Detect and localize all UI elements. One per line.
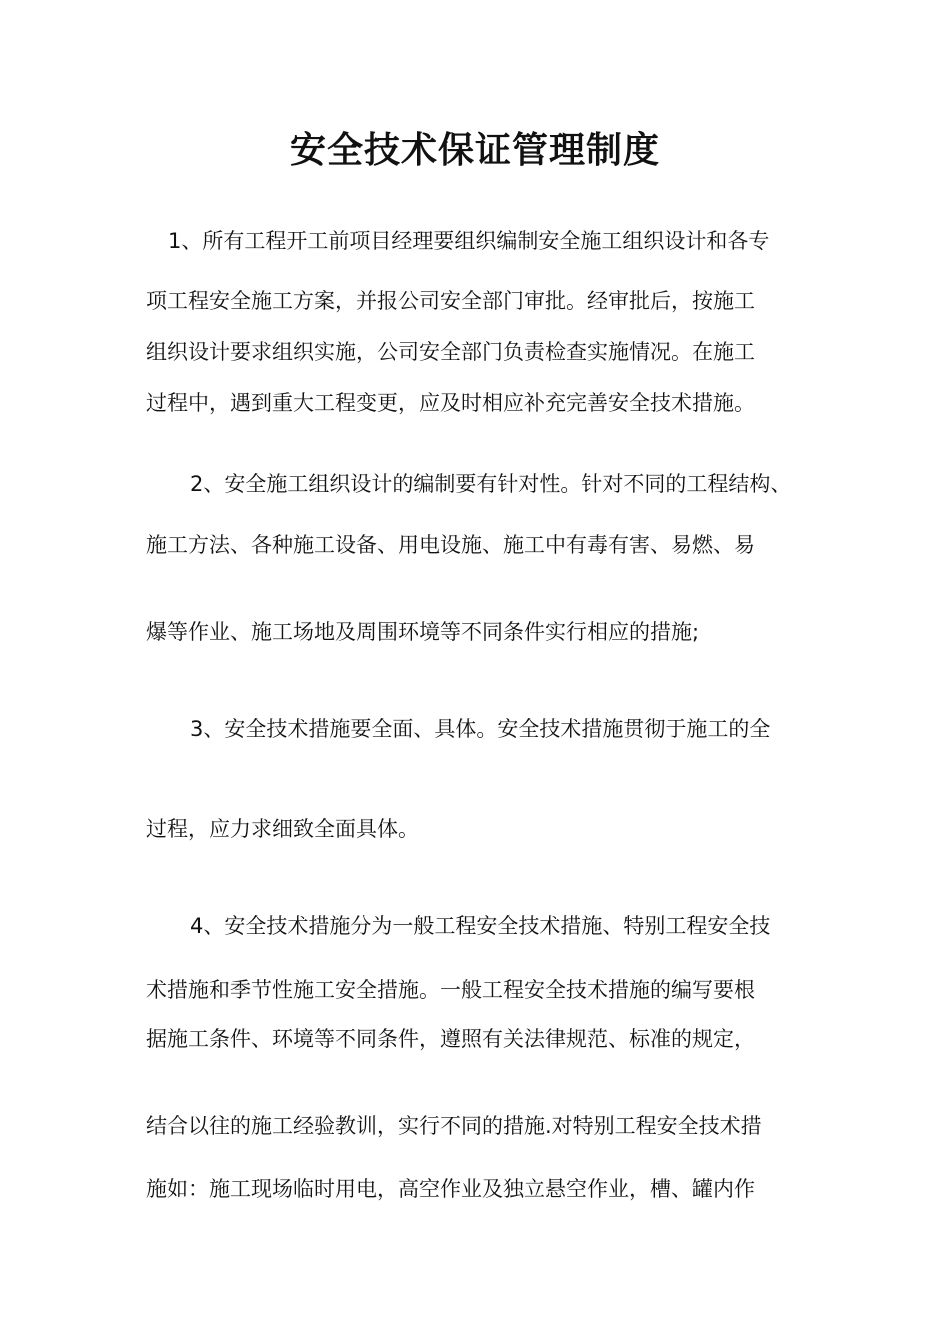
paragraph-4-line-2: 术措施和季节性施工安全措施。一般工程安全技术措施的编写要根 xyxy=(146,978,755,1002)
document-title: 安全技术保证管理制度 xyxy=(289,130,660,171)
paragraph-2-line-3: 爆等作业、施工场地及周围环境等不同条件实行相应的措施; xyxy=(146,620,700,644)
paragraph-1-line-2: 项工程安全施工方案，并报公司安全部门审批。经审批后，按施工 xyxy=(146,289,755,313)
paragraph-4-line-5: 施如：施工现场临时用电，高空作业及独立悬空作业，槽、罐内作 xyxy=(146,1177,755,1201)
paragraph-1-line-1: 1、所有工程开工前项目经理要组织编制安全施工组织设计和各专 xyxy=(168,229,770,253)
paragraph-4-line-4: 结合以往的施工经验教训，实行不同的措施.对特别工程安全技术措 xyxy=(146,1114,762,1138)
paragraph-4-line-3: 据施工条件、环境等不同条件，遵照有关法律规范、标准的规定， xyxy=(146,1027,755,1051)
paragraph-4-line-1: 4、安全技术措施分为一般工程安全技术措施、特别工程安全技 xyxy=(190,914,771,938)
paragraph-2-line-1: 2、安全施工组织设计的编制要有针对性。针对不同的工程结构、 xyxy=(190,472,792,496)
paragraph-1-line-4: 过程中，遇到重大工程变更，应及时相应补充完善安全技术措施。 xyxy=(146,391,755,415)
paragraph-2-line-2: 施工方法、各种施工设备、用电设施、施工中有毒有害、易燃、易 xyxy=(146,533,755,557)
paragraph-3-line-1: 3、安全技术措施要全面、具体。安全技术措施贯彻于施工的全 xyxy=(190,717,771,741)
paragraph-3-line-2: 过程，应力求细致全面具体。 xyxy=(146,817,419,841)
paragraph-1-line-3: 组织设计要求组织实施，公司安全部门负责检查实施情况。在施工 xyxy=(146,340,755,364)
